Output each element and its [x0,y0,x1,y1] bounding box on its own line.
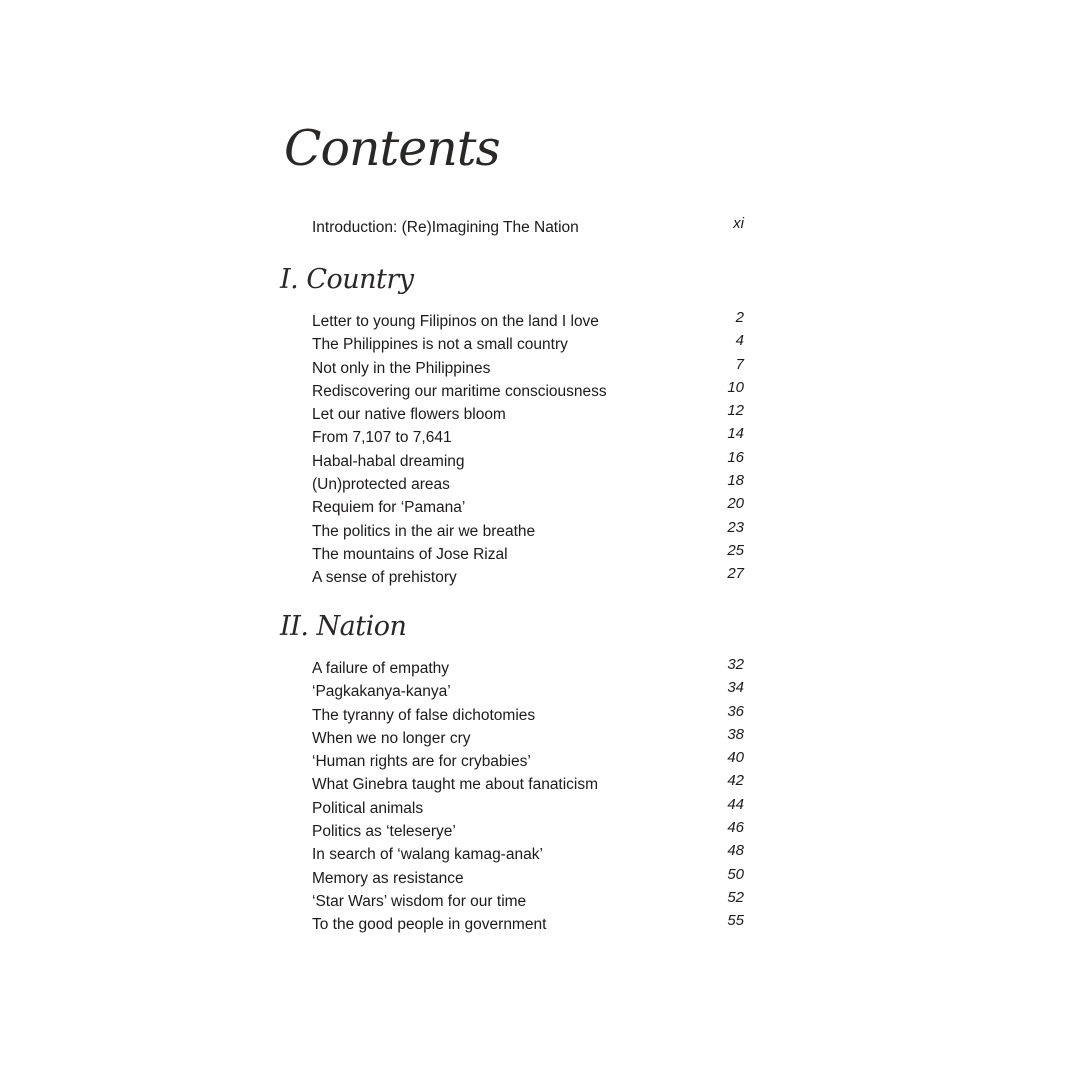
entry-page-number: 48 [727,842,744,860]
entry-title: (Un)protected areas [312,476,450,494]
entry-page-number: 44 [727,795,744,813]
toc-entry [312,795,744,823]
toc-entry [312,772,744,799]
entry-title: To the good people in government [312,916,547,934]
toc-entry [312,842,744,869]
toc-entry [312,355,744,383]
toc-entry [312,749,744,776]
entry-title: The mountains of Jose Rizal [312,545,508,563]
toc-entry [312,565,744,592]
entry-page-number: 10 [727,378,744,396]
entry-title: Introduction: (Re)Imagining The Nation [312,219,579,236]
entry-title: The tyranny of false dichotomies [312,706,536,724]
toc-entry [312,888,744,916]
toc-entry [312,448,744,476]
entry-page-number: 23 [727,518,744,536]
toc-entry [312,702,744,730]
entry-page-number: 42 [727,772,744,790]
entry-title: What Ginebra taught me about fanaticism [312,776,599,794]
toc-entry [312,912,744,939]
toc-entry [312,541,744,569]
toc-entry [312,309,744,336]
toc-entry [312,402,744,429]
entry-page-number: 32 [727,656,744,673]
entry-page-number: 7 [735,355,744,373]
entry-page-number: 52 [727,888,744,906]
entry-title: The politics in the air we breathe [312,522,536,540]
entry-page-number: 20 [727,495,744,513]
entry-page-number: 25 [727,541,744,559]
entry-page-number: xi [733,215,744,232]
toc-entry [312,656,744,683]
entry-title: Not only in the Philippines [312,359,491,377]
entry-title: A failure of empathy [312,660,449,677]
entry-title: When we no longer cry [312,729,471,747]
entry-title: Politics as ‘teleserye’ [312,823,456,841]
entry-title: Habal-habal dreaming [312,452,465,470]
toc-entry [312,472,744,499]
toc-entry [312,378,744,406]
toc-entry [312,819,744,846]
entry-page-number: 55 [727,912,744,930]
entry-title: ‘Star Wars’ wisdom for our time [312,892,527,910]
entry-title: Memory as resistance [312,869,464,887]
entry-page-number: 18 [727,472,744,490]
toc-entry [312,679,744,706]
toc-entry [312,332,744,359]
entry-title: Political animals [312,799,424,817]
entry-title: ‘Human rights are for crybabies’ [312,753,531,771]
entry-page-number: 38 [727,725,744,743]
entry-title: In search of ‘walang kamag-anak’ [312,846,543,864]
entry-title: Requiem for ‘Pamana’ [312,499,466,517]
section-title-nation: II. Nation [280,611,407,642]
entry-page-number: 2 [735,309,744,326]
toc-entry [312,725,744,753]
entry-title: A sense of prehistory [312,569,457,587]
entry-page-number: 34 [727,679,744,697]
toc-entry [312,425,744,452]
toc-entry [312,495,744,522]
entry-page-number: 4 [735,332,744,350]
entry-title: From 7,107 to 7,641 [312,429,452,447]
toc-entry-introduction [312,215,744,237]
entry-page-number: 46 [727,819,744,837]
page-title: Contents [284,120,500,177]
section-entries-country [312,309,744,593]
entry-page-number: 16 [727,448,744,466]
toc-entry [312,865,744,893]
entry-title: Rediscovering our maritime consciousness [312,382,607,400]
entry-page-number: 36 [727,702,744,720]
entry-page-number: 12 [727,402,744,420]
entry-page-number: 50 [727,865,744,883]
entry-page-number: 40 [727,749,744,767]
section-entries-nation [312,656,744,940]
entry-page-number: 14 [727,425,744,443]
section-title-country: I. Country [280,264,414,295]
entry-page-number: 27 [727,565,744,583]
entry-title: Letter to young Filipinos on the land I love [312,313,599,330]
entry-title: ‘Pagkakanya-kanya’ [312,683,451,701]
entry-title: The Philippines is not a small country [312,336,568,354]
entry-title: Let our native flowers bloom [312,406,506,424]
toc-entry [312,518,744,546]
